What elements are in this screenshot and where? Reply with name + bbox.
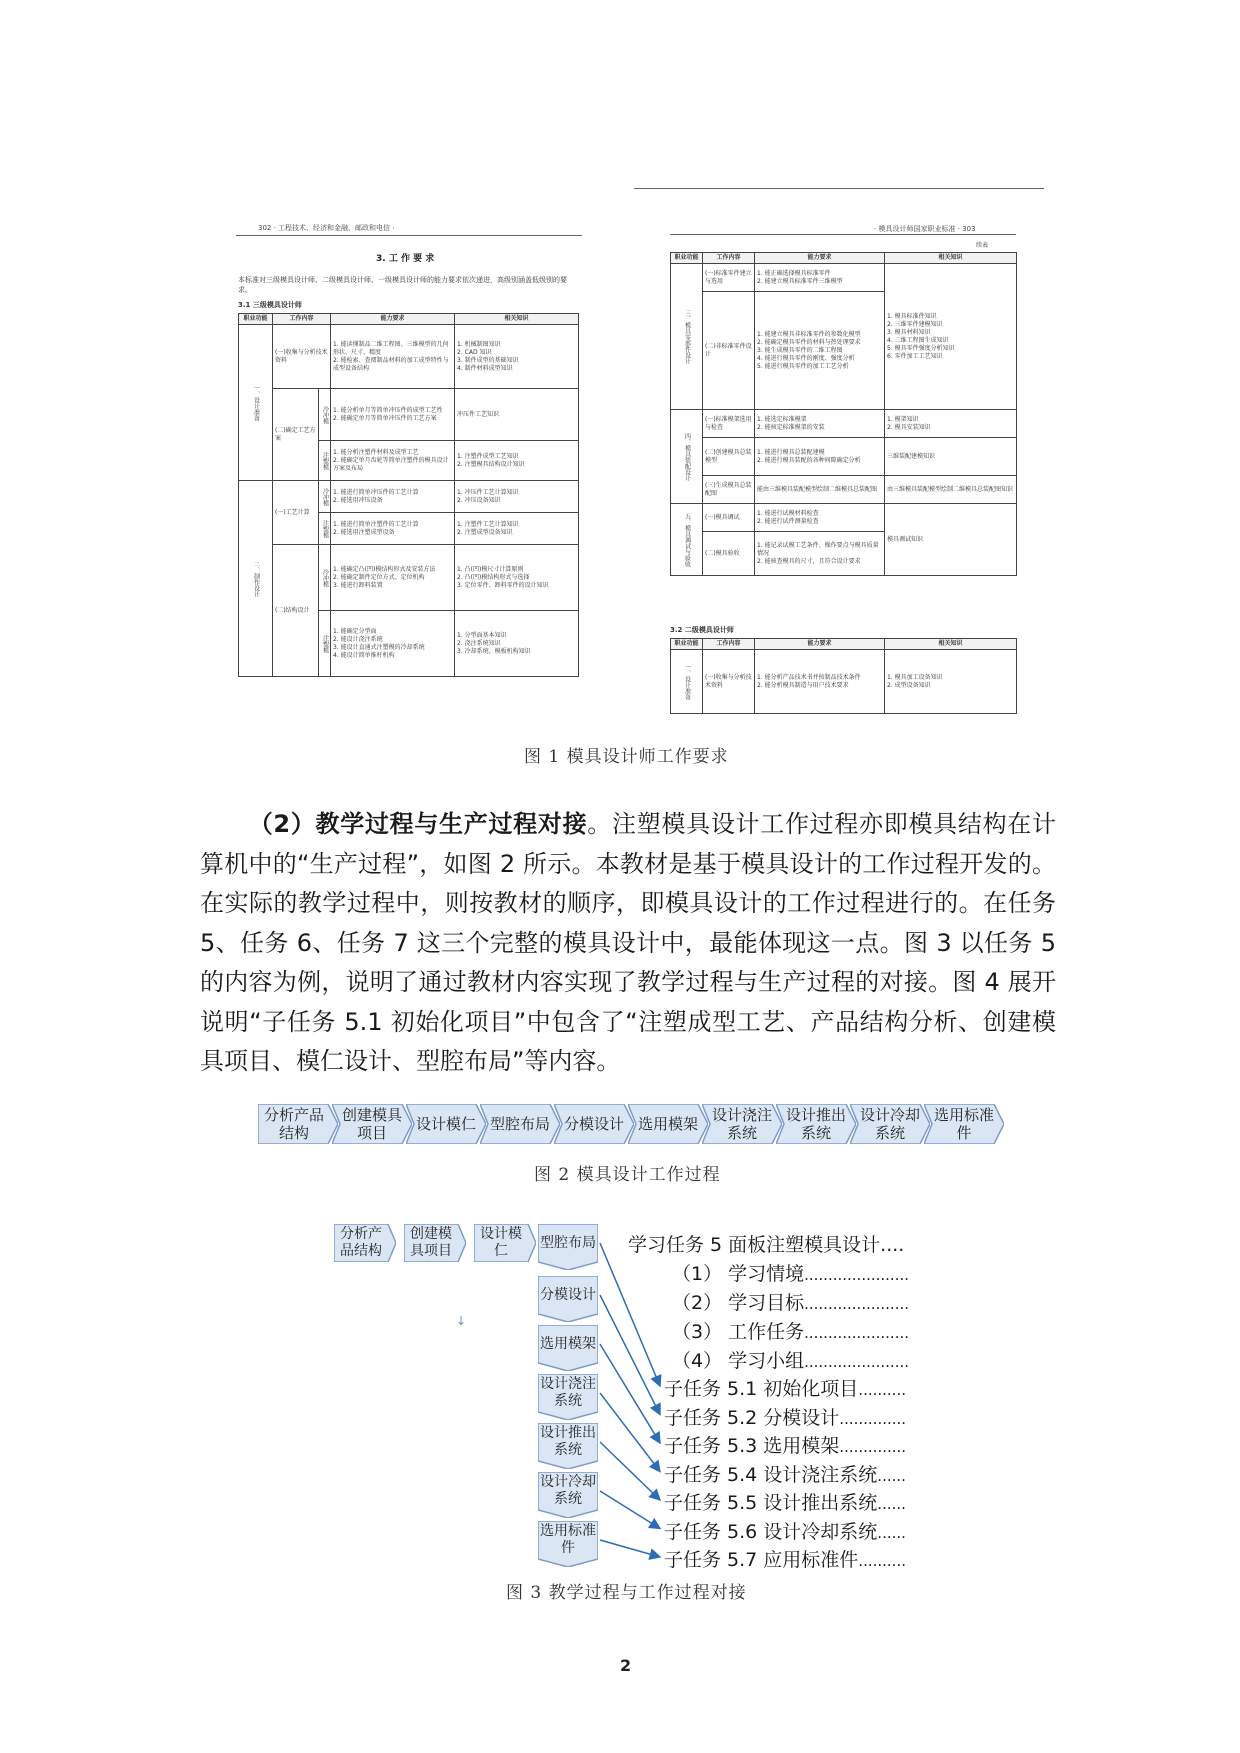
ability-cell: 1. 能选定标准模架 2. 能核定标准模架的安装 (755, 410, 885, 438)
process-step-label: 设计浇注系统 (711, 1106, 772, 1142)
knowledge-cell: 1. 分型面基本知识 2. 浇注系统知识 3. 冷却系统、模板机构知识 (455, 611, 579, 677)
table-header-row (671, 253, 1017, 264)
table-header: 工作内容 (273, 314, 331, 325)
knowledge-cell: 1. 机械制图知识 2. CAD 知识 3. 制件成型的基础知识 4. 制件材料成型知识 (455, 325, 579, 389)
table-row (671, 410, 1017, 438)
column-step (538, 1521, 598, 1567)
function-cell: 一、设计准备 (671, 650, 703, 714)
content-cell: (三)生成模具总装配图 (703, 476, 755, 504)
connector-arrow (600, 1393, 660, 1472)
knowledge-cell: 模具调试知识 (885, 504, 1017, 576)
function-cell: 二、制作设计 (239, 481, 273, 677)
column-step (538, 1325, 598, 1371)
stray-arrow-icon: ↓ (456, 1314, 467, 1328)
toc-leader-dots: ...................... (804, 1266, 910, 1284)
column-step (538, 1423, 598, 1469)
table-row (239, 545, 579, 611)
table-row (671, 650, 1017, 714)
table-row (671, 264, 1017, 292)
toc-leader-dots: ...... (877, 1466, 906, 1485)
table-header: 职业功能 (671, 639, 703, 650)
process-step (554, 1104, 634, 1144)
right-requirements-table (670, 252, 1017, 576)
column-step-label: 选用标准件 (540, 1523, 596, 1556)
top-step-label: 分析产品结构 (340, 1226, 382, 1259)
column-step (538, 1276, 598, 1322)
toc-leader-dots: .............. (839, 1409, 907, 1428)
subtask-item (664, 1460, 906, 1487)
figure2-caption: 图 2 模具设计工作过程 (534, 1165, 721, 1185)
toc-leader-dots: .......... (858, 1381, 906, 1399)
column-step-label: 分模设计 (540, 1286, 596, 1303)
function-cell: 五、模具调试与验收 (671, 504, 703, 576)
process-step-label: 设计推出系统 (785, 1106, 846, 1142)
top-step (404, 1224, 466, 1262)
ability-cell: 1. 能进行简单注塑件的工艺计算 2. 能选用注塑成型设备 (331, 513, 455, 545)
content-cell: (二)模具验收 (703, 532, 755, 576)
toc-item-label: 工作任务 (728, 1321, 805, 1343)
process-step (702, 1104, 782, 1144)
subtask-item (664, 1431, 906, 1458)
toc-item-number: （4） (672, 1350, 723, 1372)
content-cell: (一)工艺计算 (273, 481, 319, 545)
toc-item (672, 1346, 909, 1373)
toc-leader-dots: ...... (877, 1523, 906, 1542)
process-step (406, 1104, 486, 1144)
paragraph-lead: （2）教学过程与生产过程对接 (248, 810, 588, 838)
ability-cell: 1. 能确定凸(凹)模结构形式及安装方法 2. 能确定制件定位方式、定位机构 3. 能进行卸料装置 (331, 545, 455, 611)
subtask-label: 子任务 5.3 选用模架 (664, 1435, 840, 1457)
toc-leader-dots: ...................... (804, 1324, 910, 1342)
subtask-label: 子任务 5.7 应用标准件 (664, 1549, 859, 1571)
page-number: 2 (620, 1656, 632, 1675)
sub-cell: 冷冲模 (319, 481, 331, 513)
table-row (239, 325, 579, 389)
table-header: 相关知识 (885, 639, 1017, 650)
ability-cell: 1. 能进行简单冲压件的工艺计算 2. 能选用冲压设备 (331, 481, 455, 513)
process-step-label: 分模设计 (563, 1115, 624, 1133)
content-cell: (二)确定工艺方案 (273, 389, 319, 481)
table-header: 工作内容 (703, 639, 755, 650)
ability-cell: 1. 能记录试模工艺条件、操作要点与模具质量情况 2. 能核查模具的尺寸，且符合设计要求 (755, 532, 885, 576)
content-cell: (一)收集与分析技术资料 (273, 325, 331, 389)
top-step-label: 设计模仁 (480, 1226, 522, 1259)
ability-cell: 1. 能进行试模材料检查 2. 能进行试件测量检查 (755, 504, 885, 532)
right-continued: 续表 (976, 242, 989, 249)
right-page-top-rule (634, 188, 1044, 189)
process-step-label: 设计冷却系统 (859, 1106, 920, 1142)
table-header: 职业功能 (239, 314, 273, 325)
toc-leader-dots: ...................... (804, 1353, 910, 1371)
knowledge-cell: 冲压件工艺知识 (455, 389, 579, 441)
toc-item (672, 1259, 909, 1286)
left-requirements-table (238, 313, 579, 677)
table-header-row (671, 639, 1017, 650)
process-step-label: 设计模仁 (415, 1115, 476, 1133)
toc-item-number: （2） (672, 1292, 723, 1314)
figure2-process (258, 1104, 998, 1148)
column-step (538, 1472, 598, 1518)
ability-cell: 1. 能正确选择模具标准零件 2. 能建立模具标准零件三维模型 (755, 264, 885, 292)
figure3-caption: 图 3 教学过程与工作过程对接 (506, 1583, 747, 1603)
book-page-right (634, 188, 1016, 730)
left-subsection: 3.1 三级模具设计师 (238, 301, 302, 309)
process-step (628, 1104, 708, 1144)
toc-item (672, 1317, 909, 1344)
connector-arrow (600, 1344, 660, 1443)
top-step (334, 1224, 396, 1262)
subtask-item (664, 1545, 906, 1572)
ability-cell: 1. 能进行模具总装配建模 2. 能进行模具装配的各种间隙确定分析 (755, 438, 885, 476)
subtask-item (664, 1403, 906, 1430)
subtask-item (664, 1517, 906, 1544)
right-page-rule (670, 234, 1016, 235)
knowledge-cell: 1. 冲压件工艺计算知识 2. 冲压设备知识 (455, 481, 579, 513)
function-cell: 一、设计准备 (239, 325, 273, 481)
table-header: 工作内容 (703, 253, 755, 264)
table-row (671, 476, 1017, 504)
process-step-label: 选用模架 (637, 1115, 698, 1133)
right-requirements-table-2 (670, 638, 1017, 714)
connector-arrow (600, 1491, 660, 1529)
process-step-label: 创建模具项目 (341, 1106, 402, 1142)
knowledge-cell: 三维装配建模知识 (885, 438, 1017, 476)
column-step (538, 1374, 598, 1420)
toc-title: 学习任务 5 面板注塑模具设计.... (628, 1234, 905, 1256)
content-cell: (二)结构设计 (273, 545, 319, 677)
ability-cell: 1. 能确定分型面 2. 能设计浇注系统 3. 能设计直通式注塑模的冷却系统 4. 能设计简单推杆机构 (331, 611, 455, 677)
knowledge-cell: 由三维模具装配模型绘制二维模具总装配图知识 (885, 476, 1017, 504)
knowledge-cell: 1. 凸(凹)模尺寸计算原则 2. 凸(凹)模结构形式与选择 3. 定位零件、卸料零件的设计知识 (455, 545, 579, 611)
content-cell: (一)标准模架选用与检查 (703, 410, 755, 438)
process-step-label: 分析产品结构 (263, 1106, 324, 1142)
toc-leader-dots: .............. (839, 1438, 907, 1456)
top-step (538, 1224, 598, 1270)
toc-item-label: 学习情境 (728, 1263, 805, 1285)
knowledge-cell: 1. 模具标准件知识 2. 三维零件建模知识 3. 模具材料知识 4. 二维工程图生成知识 5. 模具零件强度分析知识 6. 零件加工工艺知识 (885, 264, 1017, 410)
sub-cell: 注塑模 (319, 513, 331, 545)
table-row (671, 504, 1017, 532)
sub-cell: 注塑模 (319, 441, 331, 481)
toc-item (672, 1288, 909, 1315)
subtask-label: 子任务 5.4 设计浇注系统 (664, 1463, 878, 1486)
toc-leader-dots: .......... (858, 1552, 906, 1570)
subtask-label: 子任务 5.5 设计推出系统 (664, 1492, 878, 1514)
top-step-label: 型腔布局 (540, 1234, 596, 1251)
process-step (480, 1104, 560, 1144)
left-intro: 本标准对三级模具设计师、二级模具设计师、一级模具设计师的能力要求依次递进，高级别涵盖低级别的要求。 (238, 276, 567, 294)
process-step-label: 型腔布局 (489, 1115, 550, 1133)
table-header: 能力要求 (755, 639, 885, 650)
sub-cell: 注塑模 (319, 611, 331, 677)
table-header: 能力要求 (331, 314, 455, 325)
ability-cell: 1. 能分析注塑件材料及成型工艺 2. 能确定单月齿轮等简单注塑件的模具设计方案及布局 (331, 441, 455, 481)
content-cell: (一)收集与分析技术资料 (703, 650, 755, 714)
sub-cell: 冷冲模 (319, 389, 331, 441)
subtask-label: 子任务 5.6 设计冷却系统 (664, 1520, 878, 1543)
content-cell: (二)创建模具总装模型 (703, 438, 755, 476)
sub-cell: 冷冲模 (319, 545, 331, 611)
column-step-label: 设计浇注系统 (540, 1376, 596, 1409)
table-row (671, 438, 1017, 476)
top-step-label: 创建模具项目 (410, 1226, 452, 1259)
left-page-rule (236, 235, 582, 236)
content-cell: (二)非标准零件设计 (703, 292, 755, 410)
ability-cell: 能由三维模具装配模型绘制二维模具总装配图 (755, 476, 885, 504)
connector-arrow (600, 1540, 660, 1557)
process-step (258, 1104, 338, 1144)
subtask-label: 子任务 5.2 分模设计 (664, 1406, 840, 1429)
toc-item-label: 学习目标 (728, 1292, 805, 1314)
process-step-label: 选用标准件 (933, 1106, 994, 1142)
column-step-label: 选用模架 (540, 1335, 596, 1352)
toc-leader-dots: ...................... (804, 1295, 910, 1313)
right-page-header: · 模具设计师国家职业标准 · 303 (874, 225, 976, 233)
right-subsection: 3.2 二级模具设计师 (670, 626, 734, 634)
function-cell: 三、模具零部件设计 (671, 264, 703, 410)
left-page-header: 302 · 工程技术、经济和金融、邮政和电信 · (258, 224, 395, 232)
ability-cell: 1. 能分析产品技术书并按制品技术条件 2. 能分析模具制造与用户技术要求 (755, 650, 885, 714)
knowledge-cell: 1. 注塑件成型工艺知识 2. 注塑模具结构设计知识 (455, 441, 579, 481)
column-step-label: 设计推出系统 (540, 1425, 596, 1458)
table-row (239, 389, 579, 441)
process-step (776, 1104, 856, 1144)
process-step (850, 1104, 930, 1144)
subtask-item (664, 1488, 906, 1515)
knowledge-cell: 1. 模架知识 2. 模具安装知识 (885, 410, 1017, 438)
left-section-title: 3. 工 作 要 求 (376, 254, 435, 264)
function-cell: 四、模具装配设计 (671, 410, 703, 504)
knowledge-cell: 1. 模具加工设备知识 2. 成型设备知识 (885, 650, 1017, 714)
body-paragraph (200, 805, 1056, 1082)
process-step (924, 1104, 1004, 1144)
paragraph-text: 。注塑模具设计工作过程亦即模具结构在计算机中的“生产过程”，如图 2 所示。本教材是基于模具设计的工作过程开发的。在实际的教学过程中，则按教材的顺序，即模具设计的工作过程进行的。在任务 5、任务 6、任务 7 这三个完整的模具设计中，最能体现这一点。图 3 以任务 5 的内容为例，说明了通过教材内容实现了教学过程与生产过程的对接。图 4 展开说明“子任务 5.1 初始化项目”中包含了“注塑成型工艺、产品结构分析、创建模具项目、模仁设计、型腔布局”等内容。 (200, 810, 1057, 1075)
column-step-label: 设计冷却系统 (540, 1474, 596, 1507)
book-page-left (236, 215, 582, 730)
content-cell: (一)模具调试 (703, 504, 755, 532)
table-row (239, 481, 579, 513)
table-header: 能力要求 (755, 253, 885, 264)
top-step (474, 1224, 536, 1262)
toc-item-label: 学习小组 (728, 1350, 805, 1372)
subtask-item (664, 1374, 906, 1401)
figure1-caption: 图 1 模具设计师工作要求 (524, 747, 729, 767)
ability-cell: 1. 能分析单月等简单冲压件的成型工艺性 2. 能确定单月等简单冲压件的工艺方案 (331, 389, 455, 441)
content-cell: (一)标准零件建立与选用 (703, 264, 755, 292)
table-header: 相关知识 (455, 314, 579, 325)
toc-item-number: （1） (672, 1263, 723, 1285)
process-step (332, 1104, 412, 1144)
knowledge-cell: 1. 注塑件工艺计算知识 2. 注塑成型设备知识 (455, 513, 579, 545)
toc-leader-dots: ...... (877, 1495, 906, 1513)
ability-cell: 1. 能读懂制品二维工程图、三维模型的几何形状、尺寸、精度 2. 能检索、查阅制品材料的加工成型特性与成型设备结构 (331, 325, 455, 389)
toc-item-number: （3） (672, 1321, 723, 1343)
connector-arrow (600, 1442, 660, 1500)
table-header-row (239, 314, 579, 325)
table-header: 职业功能 (671, 253, 703, 264)
ability-cell: 1. 能建立模具非标准零件的参数化模型 2. 能确定模具零件的材料与热处理要求 3. 能生成模具零件的二维工程图 4. 能进行模具零件的刚度、强度分析 5. 能进行模具零件的加工工艺分析 (755, 292, 885, 410)
table-header: 相关知识 (885, 253, 1017, 264)
subtask-label: 子任务 5.1 初始化项目 (664, 1378, 859, 1400)
